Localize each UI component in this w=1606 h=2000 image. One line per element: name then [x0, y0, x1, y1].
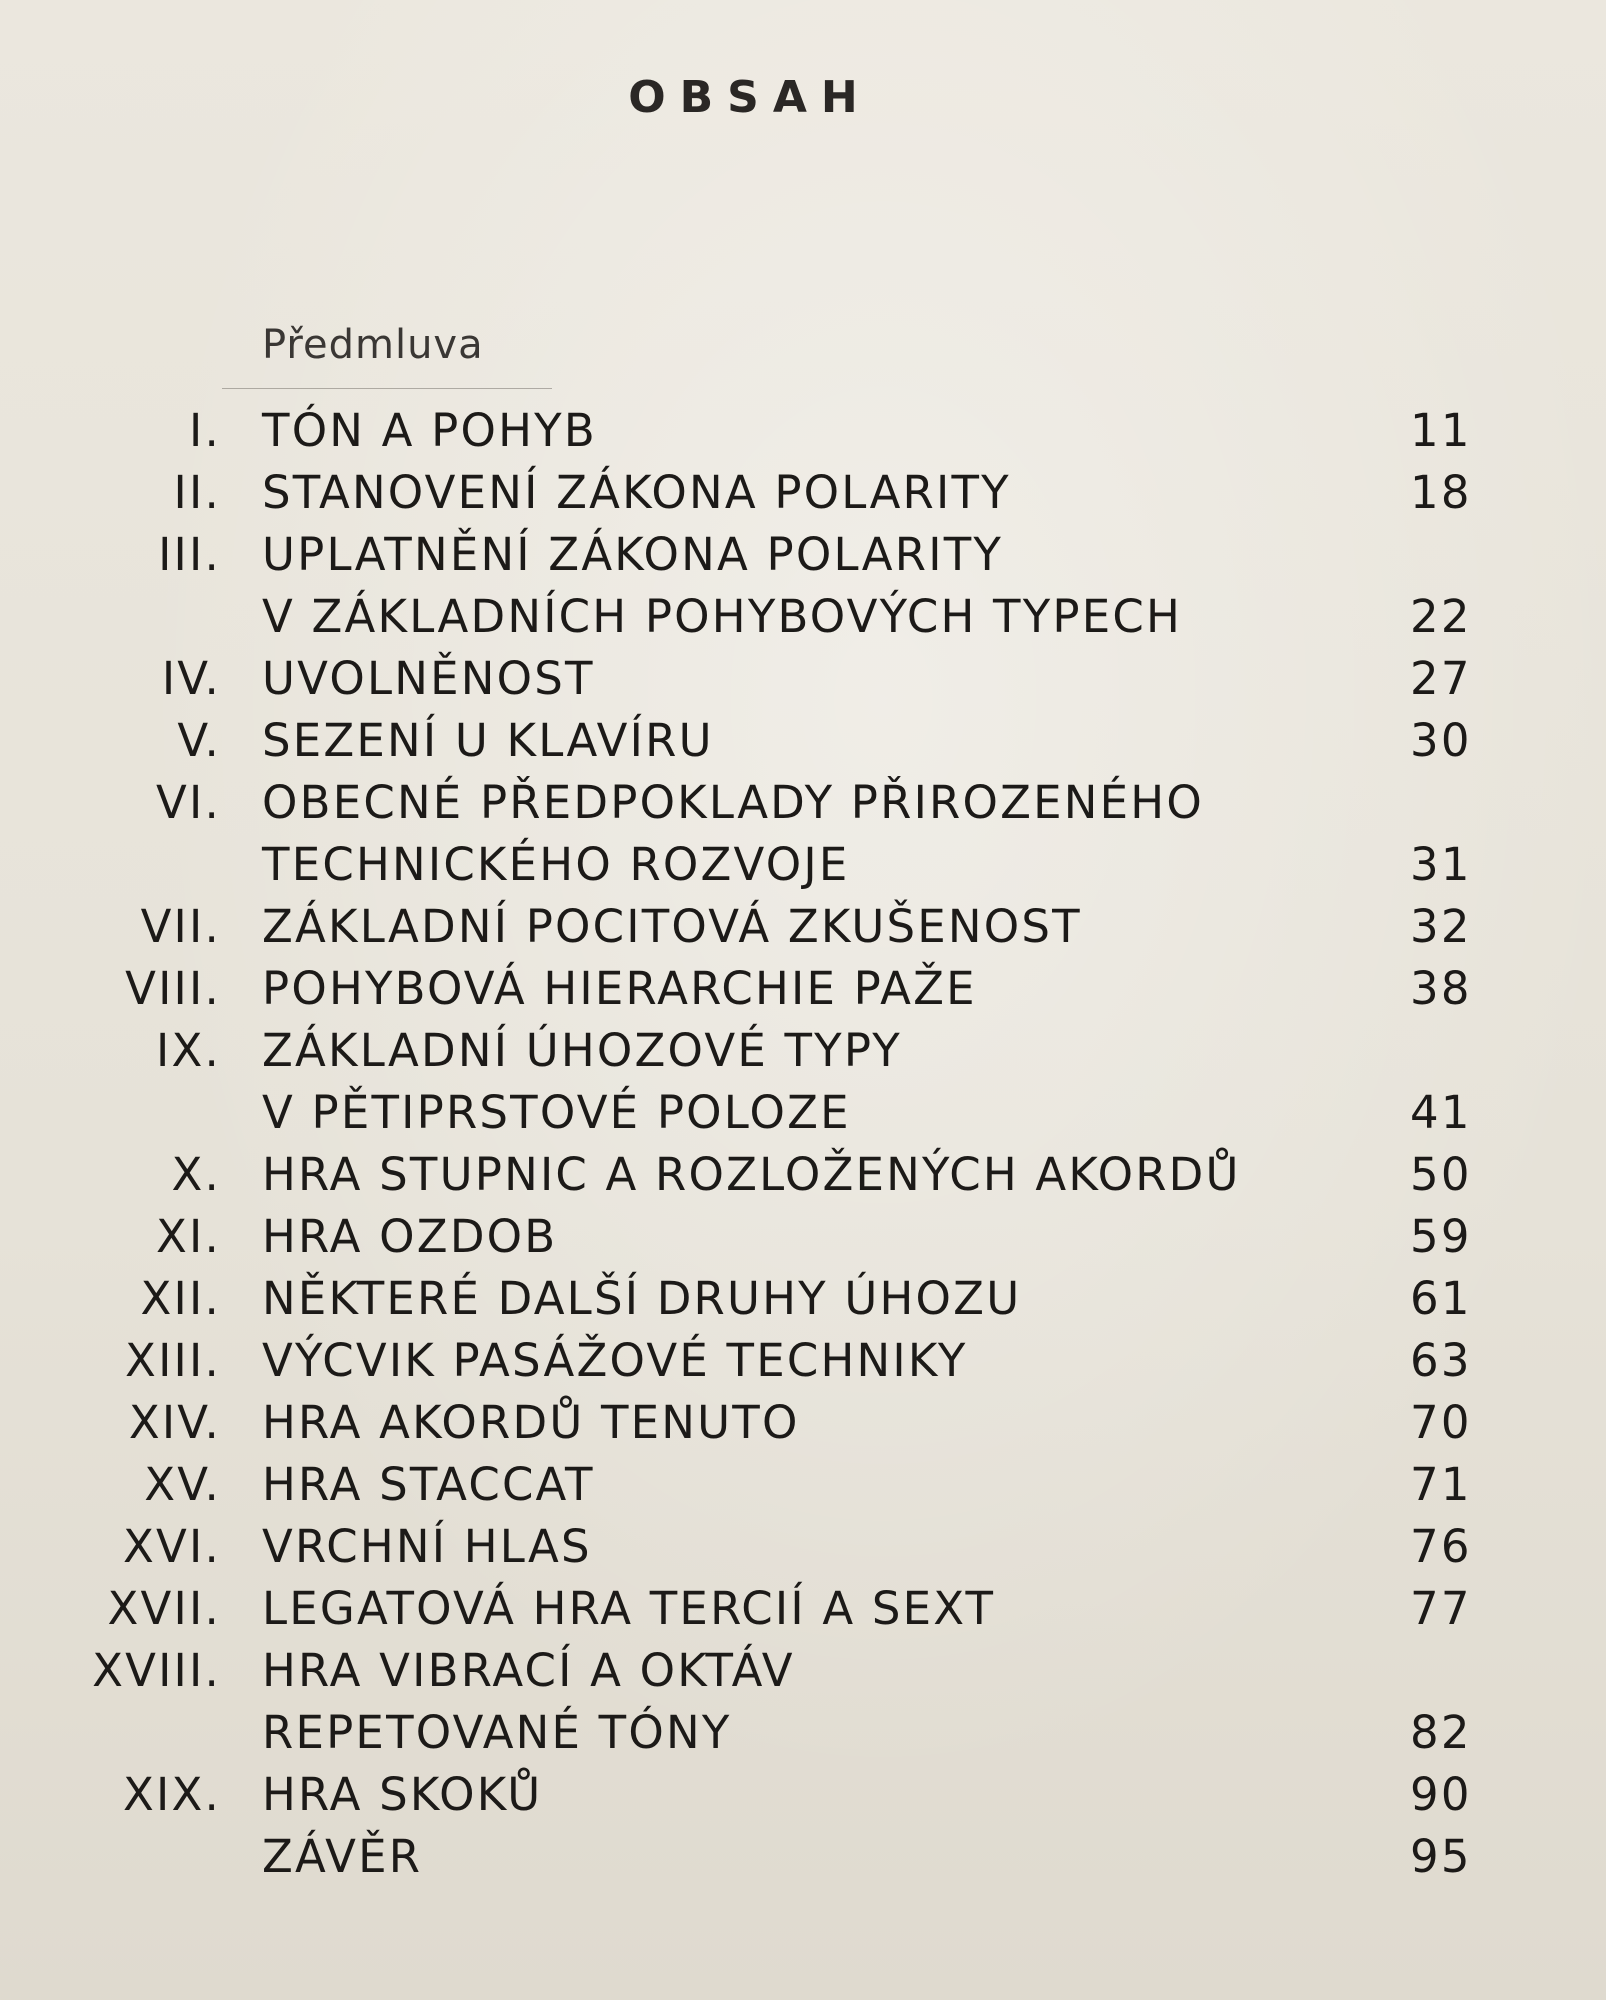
chapter-number: VII.	[140, 900, 221, 953]
chapter-title: OBECNÉ PŘEDPOKLADY PŘIROZENÉHO	[262, 776, 1204, 829]
chapter-number: XIII.	[125, 1334, 221, 1387]
toc-entry	[0, 958, 1606, 1020]
chapter-title: VÝCVIK PASÁŽOVÉ TECHNIKY	[262, 1334, 968, 1387]
page-number: 50	[1410, 1148, 1472, 1201]
table-of-contents	[0, 400, 1606, 1888]
chapter-title: ZÁKLADNÍ POCITOVÁ ZKUŠENOST	[262, 900, 1082, 953]
chapter-title: STANOVENÍ ZÁKONA POLARITY	[262, 466, 1011, 519]
chapter-number: XI.	[155, 1210, 221, 1263]
contents-heading: OBSAH	[628, 72, 872, 123]
page-number: 11	[1410, 404, 1472, 457]
chapter-title: V ZÁKLADNÍCH POHYBOVÝCH TYPECH	[262, 590, 1183, 643]
toc-entry	[0, 1144, 1606, 1206]
chapter-number: I.	[189, 404, 221, 457]
chapter-number: XII.	[140, 1272, 221, 1325]
chapter-title: POHYBOVÁ HIERARCHIE PAŽE	[262, 962, 977, 1015]
chapter-number: XVI.	[123, 1520, 221, 1573]
preface-entry: Předmluva	[262, 322, 484, 368]
chapter-number: XIV.	[128, 1396, 221, 1449]
toc-entry	[0, 1268, 1606, 1330]
toc-entry	[0, 1764, 1606, 1826]
chapter-title: HRA STACCAT	[262, 1458, 595, 1511]
chapter-number: IV.	[161, 652, 221, 705]
toc-entry	[0, 1702, 1606, 1764]
chapter-number: X.	[171, 1148, 221, 1201]
page-number: 71	[1410, 1458, 1472, 1511]
toc-entry	[0, 1392, 1606, 1454]
chapter-number: IX.	[155, 1024, 221, 1077]
page-number: 82	[1410, 1706, 1472, 1759]
chapter-title: ZÁVĚR	[262, 1830, 423, 1883]
page-number: 22	[1410, 590, 1472, 643]
toc-entry	[0, 1082, 1606, 1144]
toc-entry	[0, 586, 1606, 648]
toc-entry	[0, 1826, 1606, 1888]
page-number: 59	[1410, 1210, 1472, 1263]
chapter-title: HRA SKOKŮ	[262, 1768, 543, 1821]
toc-entry	[0, 462, 1606, 524]
page-number: 18	[1410, 466, 1472, 519]
page-number: 63	[1410, 1334, 1472, 1387]
chapter-number: III.	[158, 528, 221, 581]
page-number: 38	[1410, 962, 1472, 1015]
toc-entry	[0, 772, 1606, 834]
chapter-number: VI.	[156, 776, 221, 829]
page-number: 30	[1410, 714, 1472, 767]
toc-entry	[0, 1640, 1606, 1702]
chapter-title: TECHNICKÉHO ROZVOJE	[262, 838, 850, 891]
chapter-number: XVIII.	[92, 1644, 221, 1697]
chapter-title: NĚKTERÉ DALŠÍ DRUHY ÚHOZU	[262, 1272, 1022, 1325]
chapter-title: SEZENÍ U KLAVÍRU	[262, 714, 714, 767]
chapter-number: V.	[177, 714, 221, 767]
toc-entry	[0, 648, 1606, 710]
page-number: 70	[1410, 1396, 1472, 1449]
chapter-title: ZÁKLADNÍ ÚHOZOVÉ TYPY	[262, 1024, 902, 1077]
toc-entry	[0, 1330, 1606, 1392]
toc-entry	[0, 1516, 1606, 1578]
page-number: 77	[1410, 1582, 1472, 1635]
chapter-title: HRA VIBRACÍ A OKTÁV	[262, 1644, 795, 1697]
chapter-title: TÓN A POHYB	[262, 404, 597, 457]
toc-entry	[0, 1454, 1606, 1516]
chapter-title: LEGATOVÁ HRA TERCIÍ A SEXT	[262, 1582, 996, 1635]
page-number: 41	[1410, 1086, 1472, 1139]
page-number: 31	[1410, 838, 1472, 891]
chapter-number: XVII.	[107, 1582, 221, 1635]
chapter-title: REPETOVANÉ TÓNY	[262, 1706, 732, 1759]
page-number: 90	[1410, 1768, 1472, 1821]
toc-entry	[0, 524, 1606, 586]
toc-entry	[0, 1578, 1606, 1640]
toc-entry	[0, 1020, 1606, 1082]
chapter-title: HRA AKORDŮ TENUTO	[262, 1396, 800, 1449]
page-number: 27	[1410, 652, 1472, 705]
chapter-title: VRCHNÍ HLAS	[262, 1520, 592, 1573]
chapter-title: HRA STUPNIC A ROZLOŽENÝCH AKORDŮ	[262, 1148, 1241, 1201]
chapter-number: XV.	[144, 1458, 221, 1511]
toc-entry	[0, 896, 1606, 958]
chapter-number: XIX.	[122, 1768, 221, 1821]
toc-entry	[0, 1206, 1606, 1268]
chapter-title: HRA OZDOB	[262, 1210, 558, 1263]
toc-entry	[0, 834, 1606, 896]
toc-entry	[0, 710, 1606, 772]
toc-entry	[0, 400, 1606, 462]
chapter-number: VIII.	[125, 962, 221, 1015]
chapter-title: UVOLNĚNOST	[262, 652, 595, 705]
preface-divider	[222, 388, 552, 389]
page-number: 32	[1410, 900, 1472, 953]
chapter-number: II.	[173, 466, 221, 519]
page-number: 61	[1410, 1272, 1472, 1325]
chapter-title: V PĚTIPRSTOVÉ POLOZE	[262, 1086, 851, 1139]
chapter-title: UPLATNĚNÍ ZÁKONA POLARITY	[262, 528, 1004, 581]
page-number: 95	[1410, 1830, 1472, 1883]
page-number: 76	[1410, 1520, 1472, 1573]
